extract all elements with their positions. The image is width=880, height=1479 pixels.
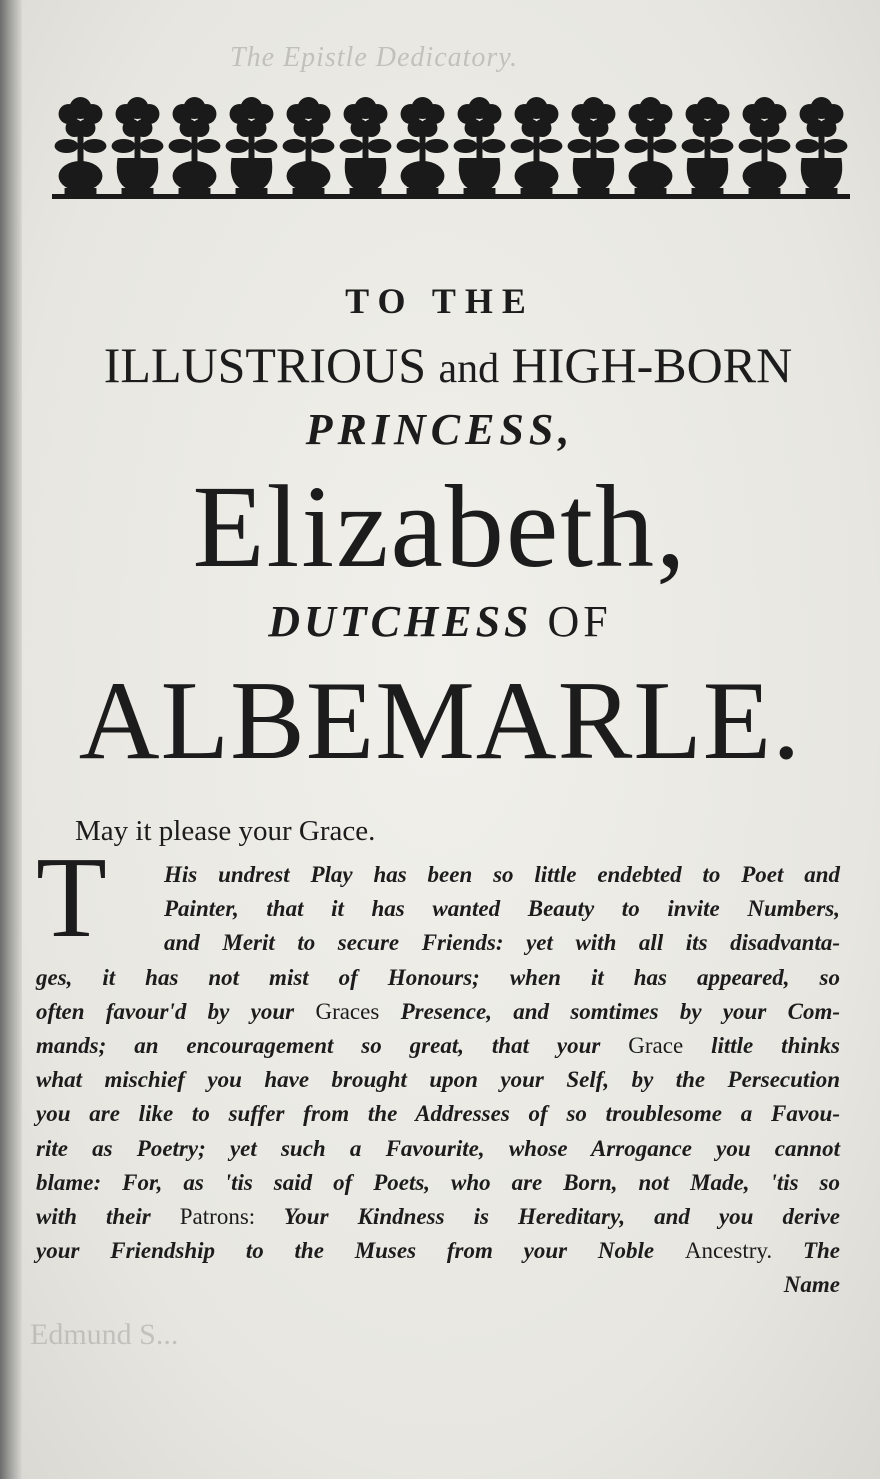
ornament-motif [739,97,791,194]
illustrious-word: ILLUSTRIOUS [103,337,426,393]
princess-title: PRINCESS, [305,405,575,454]
ornament-motif [568,97,620,194]
body-line: His undrest Play has been so little endebted to Poet and [164,862,840,887]
ornament-motif [55,97,107,194]
catchword: Name [783,1272,840,1298]
albemarle-title: ALBEMARLE. [78,659,802,783]
body-line: with their Patrons: Your Kindness is Hereditary, and you derive [36,1204,840,1230]
ornament-motif [169,97,221,194]
ornament-motif [283,97,335,194]
dedication-title-line [48,336,848,394]
ornament-motif [625,97,677,194]
ornament-motif [796,97,848,194]
drop-cap: T [36,834,107,962]
body-line: rite as Poetry; yet such a Favourite, whose Arrogance you cannot [36,1135,840,1161]
body-line: often favour'd by your Graces Presence, and somtimes by your Com- [36,998,840,1024]
bleed-through-footer: Edmund S... [30,1318,179,1351]
dedication-to-the: TO THE [345,281,535,321]
body-line: mands; an encouragement so great, that your Grace little thinks [36,1033,840,1059]
body-line: Painter, that it has wanted Beauty to invite Numbers, [164,896,840,922]
body-line: and Merit to secure Friends: yet with all its disadvanta- [164,930,840,956]
body-line: what mischief you have brought upon your Self, by the Persecution [36,1067,840,1093]
body-line: ges, it has not mist of Honours; when it has appeared, so [36,964,840,990]
body-line: blame: For, as 'tis said of Poets, who are Born, not Made, 'tis so [36,1169,840,1195]
ornament-motif [511,97,563,194]
body-line: your Friendship to the Muses from your Noble Ancestry. The [36,1238,840,1264]
of-word: OF [547,597,612,646]
high-born-word: HIGH-BORN [511,337,793,393]
ornament-motif [226,97,278,194]
bleed-through-header: The Epistle Dedicatory. [230,42,519,73]
salutation: May it please your Grace. [75,815,376,847]
ornament-motif [112,97,164,194]
ornament-motif [340,97,392,194]
and-word: and [438,346,500,392]
dedicatee-name: Elizabeth, [192,461,688,592]
body-line: you are like to suffer from the Addresses of so troublesome a Favou- [36,1101,840,1127]
ornament-motif [454,97,506,194]
dedication-body [36,858,840,1303]
decorative-headpiece [52,96,850,206]
ornament-motif [682,97,734,194]
dutchess-line [0,596,880,647]
dutchess-word: DUTCHESS [268,597,533,646]
ornament-motif [397,97,449,194]
